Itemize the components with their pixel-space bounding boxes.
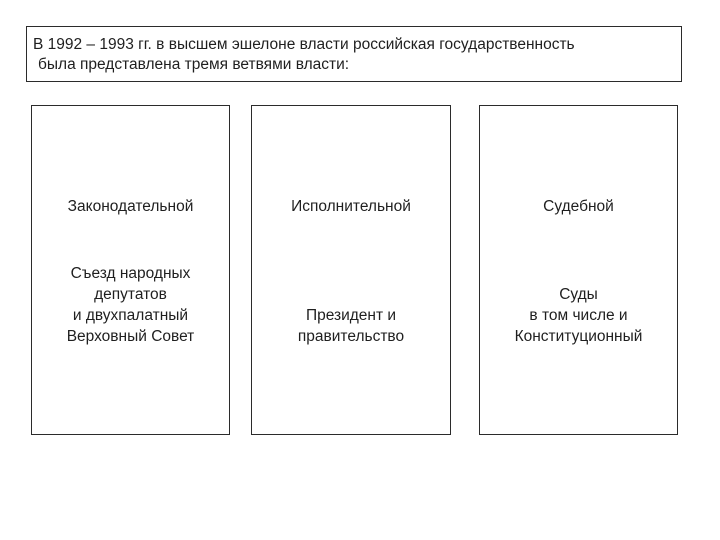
branch-desc-line: Съезд народных <box>70 265 191 282</box>
branch-box-executive <box>251 105 451 435</box>
branch-desc-judicial <box>480 284 677 347</box>
branch-desc-line: и двухпалатный <box>72 307 189 324</box>
branch-box-legislative <box>31 105 230 435</box>
branch-desc-legislative <box>32 263 229 347</box>
branch-name-judicial: Судебной <box>543 198 614 215</box>
header-line-2: была представлена тремя ветвями власти: <box>38 56 350 73</box>
branch-desc-line: Верховный Совет <box>66 328 195 345</box>
branch-name-executive: Исполнительной <box>291 198 411 215</box>
branch-desc-line: Суды <box>559 286 598 303</box>
header-box <box>26 26 682 82</box>
branch-desc-line: Конституционный <box>514 328 643 345</box>
branch-desc-line: правительство <box>297 328 405 345</box>
branch-name-legislative: Законодательной <box>67 198 194 215</box>
header-line-1: В 1992 – 1993 гг. в высшем эшелоне власти российская государственность <box>33 36 575 53</box>
branch-desc-line: в том числе и <box>529 307 628 324</box>
branch-desc-executive <box>252 305 450 347</box>
branch-box-judicial <box>479 105 678 435</box>
branch-desc-line: Президент и <box>305 307 397 324</box>
branch-desc-line: депутатов <box>94 286 167 303</box>
